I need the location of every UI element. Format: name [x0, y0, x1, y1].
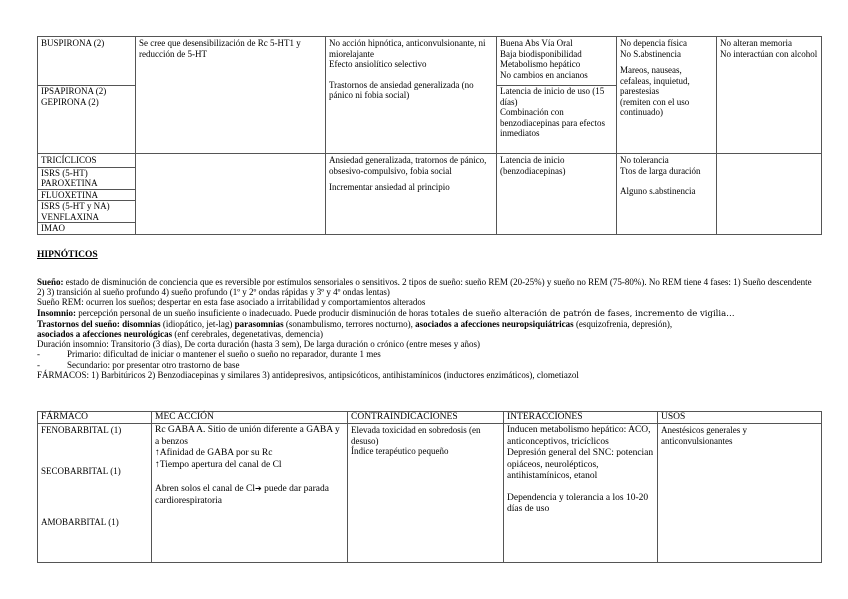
- list-item: [37, 349, 821, 359]
- cell-text: Índice terapéutico pequeño: [351, 446, 449, 457]
- mechanism-cell: [152, 424, 348, 563]
- arrow-right-icon: ➔: [255, 484, 262, 493]
- cell-text: puede dar parada cardiorespiratoria: [155, 484, 329, 506]
- uses-cell: Anestésicos generales y anticonvulsionantes: [658, 424, 822, 563]
- table-row: [38, 154, 822, 235]
- mechanism-cell: Se cree que desensibilización de Rc 5-HT1 y reducción de 5-HT: [136, 37, 326, 154]
- cell-text: Incrementar ansiedad al principio: [329, 182, 450, 192]
- list-item-text: Primario: dificultad de iniciar o mantener el sueño o sueño no reparador, durante 1 mes: [67, 349, 381, 360]
- cell-text: Ansiedad generalizada, tratornos de pánico, obsesivo-compulsivo, fobia social: [329, 155, 487, 176]
- drug-names-cell: [38, 37, 136, 154]
- drug-names-cell: [38, 154, 136, 235]
- drug-name: FLUOXETINA: [41, 189, 98, 200]
- term-label: parasomnias: [234, 318, 284, 329]
- cell-text: Trastornos de ansiedad generalizada (no pánico ni fobia social): [329, 79, 474, 100]
- term-label: Insomnio:: [37, 307, 77, 318]
- effects-cell: [326, 154, 497, 235]
- cell-text: Abren solos el canal de Cl: [155, 484, 255, 494]
- paragraph-insomnio: [37, 308, 821, 319]
- cell-text: Efecto ansiolítico selectivo: [329, 59, 427, 69]
- advantages-cell: [717, 37, 822, 154]
- drug-name: AMOBARBITAL (1): [41, 517, 119, 527]
- paragraph-rem: Sueño REM: ocurren los sueños; despertar en esta fase asociado a irritabilidad y comportamientos alterados: [37, 297, 426, 308]
- term-label: Sueño:: [37, 277, 64, 287]
- cell-text: Dependencia y tolerancia a los 10-20 días de uso: [507, 492, 649, 514]
- cell-text: Ttos de larga duración: [620, 165, 701, 176]
- cell-text: No S.abstinencia: [620, 48, 681, 59]
- cell-text: No depencia física: [620, 38, 687, 48]
- paragraph-text: (enf cerebrales, degenetativas, demencia): [172, 329, 323, 340]
- cell-text: Alguno s.abstinencia: [620, 186, 696, 196]
- term-label: Trastornos del sueño: disomnias: [37, 318, 161, 329]
- pharmacokinetics-cell: [497, 37, 617, 154]
- paragraph-text: (esquizofrenia, depresión),: [573, 318, 673, 329]
- cell-text: Mareos, nauseas, cefaleas, inquietud, parestesias: [620, 65, 690, 96]
- cell-text: No interactúan con alcohol: [720, 48, 818, 59]
- cell-text: Baja biodisponibilidad: [500, 48, 582, 59]
- bullet-marker: -: [37, 349, 40, 360]
- cell-text: Buena Abs Vía Oral: [500, 38, 573, 48]
- cell-text: ↑Afinidad de GABA por su Rc: [155, 448, 273, 458]
- drug-names-cell: [38, 424, 152, 563]
- drug-name: TRICÍCLICOS: [41, 155, 97, 165]
- cell-text: [155, 483, 344, 507]
- drug-name: PAROXETINA: [41, 178, 98, 188]
- paragraph-sueno: [37, 277, 821, 297]
- drug-name: IPSAPIRONA (2): [41, 86, 107, 96]
- drug-name: GEPIRONA (2): [41, 96, 99, 107]
- column-header: CONTRAINDICACIONES: [348, 412, 504, 424]
- drug-name: BUSPIRONA (2): [41, 38, 105, 48]
- list-item: [37, 360, 821, 370]
- paragraph-farmacos: FÁRMACOS: 1) Barbitúricos 2) Benzodiacepinas y similares 3) antidepresivos, antipsicóticos, antihistamínicos (inductores enzimáticos), clometiazol: [37, 369, 579, 380]
- mechanism-cell: [136, 154, 326, 235]
- paragraph-trastornos: [37, 319, 821, 339]
- drug-name: VENFLAXINA: [41, 211, 99, 222]
- term-label: asociados a afecciones neuropsiquiátricas: [415, 318, 574, 329]
- drug-name: ISRS (5-HT y NA): [41, 201, 110, 211]
- table-row: [38, 424, 822, 563]
- cell-text: ↑Tiempo apertura del canal de Cl: [155, 459, 282, 470]
- advantages-cell: [717, 154, 822, 235]
- hypnotics-table: [37, 411, 822, 563]
- cell-text: No alteran memoria: [720, 38, 792, 48]
- paragraph-duracion: Duración insomnio: Transitorio (3 días), De corta duración (hasta 3 sem), De larga duración o crónico (entre meses y años): [37, 339, 480, 350]
- pharmacokinetics-cell: Latencia de inicio (benzodiacepinas): [497, 154, 617, 235]
- cell-text: Latencia de inicio de uso (15 días): [500, 86, 605, 107]
- drug-name: SECOBARBITAL (1): [41, 466, 121, 476]
- contraindications-cell: [348, 424, 504, 563]
- cell-text: Depresión general del SNC: potencian opiáceos, neurolépticos, antihistamínicos, etanol: [507, 448, 654, 481]
- paragraph-text: totales de sueño alteración de patrón de fases, incremento de vigilia…: [430, 308, 735, 319]
- cell-text: Elevada toxicidad en sobredosis (en desuso): [351, 425, 481, 446]
- drug-name: ISRS (5-HT): [41, 167, 88, 178]
- adverse-effects-cell: [617, 37, 717, 154]
- cell-text: No acción hipnótica, anticonvulsionante, ni miorelajante: [329, 38, 486, 59]
- adverse-effects-cell: [617, 154, 717, 235]
- column-header: INTERACCIONES: [504, 412, 658, 424]
- table-header-row: [38, 412, 822, 424]
- cell-text: Rc GABA A. Sitio de unión diferente a GABA y a benzos: [155, 425, 340, 447]
- anxiolytics-table: [37, 36, 822, 235]
- cell-text: (remiten con el uso continuado): [620, 96, 690, 117]
- drug-name: IMAO: [41, 223, 65, 233]
- paragraph-text: estado de disminución de conciencia que es reversible por estímulos sensoriales o sensitivos. 2 tipos de sueño: sueño REM (20-25%) y sueño no REM (75-80%). No REM tiene 4 fases: 1) Sueño descendente 2) 3) transición al sueño profundo 4) sueño profundo (1º y 2º ondas rápidas y 3º y 4º ondas lentas): [37, 277, 812, 298]
- list-item-text: Secundario: por presentar otro trastorno de base: [67, 359, 240, 370]
- drug-name: FENOBARBITAL (1): [41, 425, 122, 435]
- cell-text: Combinación con benzodiacepinas para efectos inmediatos: [500, 107, 605, 138]
- bullet-marker: -: [37, 359, 40, 370]
- table-row: [38, 37, 822, 154]
- paragraph-text: (sonambulismo, terrores nocturno),: [283, 318, 416, 329]
- cell-text: Metabolismo hepático: [500, 59, 581, 69]
- cell-text: Inducen metabolismo hepático: ACO, anticonceptivos, tricíclicos: [507, 425, 651, 447]
- interactions-cell: [504, 424, 658, 563]
- paragraph-text: percepción personal de un sueño insuficiente o inadecuado. Puede producir disminución de horas: [76, 307, 431, 318]
- paragraph-text: (idiopático, jet-lag): [160, 318, 235, 329]
- effects-cell: [326, 37, 497, 154]
- text-block: [37, 277, 821, 380]
- column-header: MEC ACCIÓN: [152, 412, 348, 424]
- section-title: HIPNÓTICOS: [37, 250, 98, 260]
- column-header: FÁRMACO: [38, 412, 152, 424]
- cell-text: No cambios en ancianos: [500, 69, 588, 80]
- column-header: USOS: [658, 412, 822, 424]
- cell-text: No tolerancia: [620, 155, 669, 165]
- term-label: asociados a afecciones neurológicas: [37, 329, 173, 340]
